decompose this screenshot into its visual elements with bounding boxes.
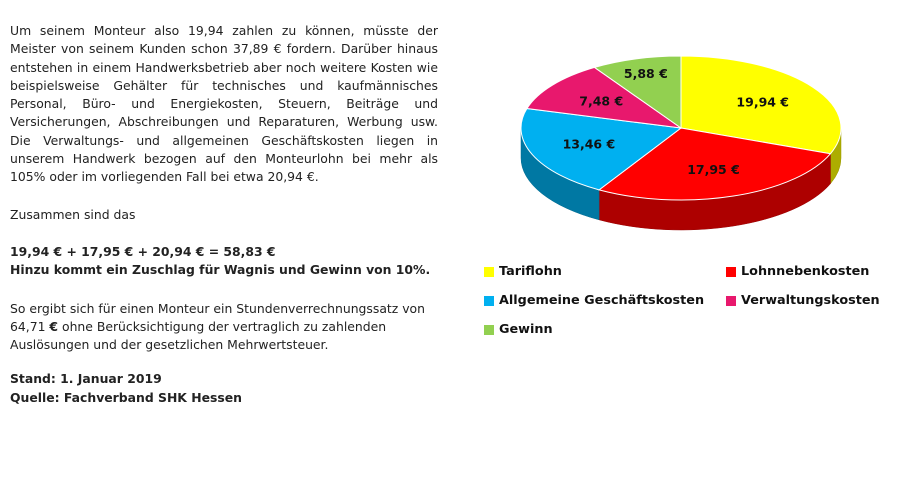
legend-item-tariflohn bbox=[484, 264, 562, 279]
pie-data-label: 7,48 € bbox=[579, 93, 624, 109]
result-text-start: So ergibt sich für einen Monteur ein Stundenverrechnungssatz von 64,71 bbox=[10, 300, 425, 334]
result-paragraph bbox=[10, 300, 438, 355]
together-line: Zusammen sind das bbox=[10, 206, 136, 222]
pie-data-label: 19,94 € bbox=[736, 94, 790, 110]
legend-swatch bbox=[484, 325, 494, 335]
article-text bbox=[10, 22, 438, 407]
pie-data-label: 13,46 € bbox=[562, 136, 616, 152]
intro-paragraph: Um seinem Monteur also 19,94 zahlen zu können, müsste der Meister von seinem Kunden schon 37,89 € fordern. Darüber hinaus entstehen in einem Handwerksbetrieb aber noch weitere Kosten wie beispielsweise Gehälter für technisches und kaufmännisches Personal, Büro- und Energiekosten, Steuern, Beiträge und Versicherungen, Abschreibungen und Reparaturen, Werbung usw. Die Verwaltungs- und allgemeinen Geschäftskosten liegen in unserem Handwerk bezogen auf den Monteurlohn bei mehr als 105% oder im vorliegenden Fall bei etwa 20,94 €. bbox=[10, 23, 438, 185]
surcharge-line: Hinzu kommt ein Zuschlag für Wagnis und Gewinn von 10%. bbox=[10, 262, 431, 278]
result-text-end: ohne Berücksichtigung der vertraglich zu zahlenden Auslösungen und der gesetzlichen Mehrwertsteuer. bbox=[10, 318, 387, 353]
pie-data-label: 17,95 € bbox=[687, 162, 740, 178]
legend-swatch bbox=[484, 296, 494, 306]
legend-item-verwaltungskosten bbox=[726, 293, 880, 308]
legend-item-allgemeine-gesch-ftskosten bbox=[484, 293, 704, 308]
legend-swatch bbox=[726, 267, 736, 277]
legend-item-lohnnebenkosten bbox=[726, 264, 869, 279]
legend-label: Tariflohn bbox=[499, 264, 562, 279]
pie-chart-svg bbox=[480, 40, 890, 260]
legend-label: Verwaltungskosten bbox=[741, 293, 880, 308]
stand-line: Stand: 1. Januar 2019 bbox=[10, 371, 162, 387]
legend-label: Gewinn bbox=[499, 322, 553, 337]
legend-item-gewinn bbox=[484, 322, 553, 337]
pie-data-label: 5,88 € bbox=[623, 66, 668, 82]
legend-swatch bbox=[484, 267, 494, 277]
euro-symbol: € bbox=[49, 318, 59, 334]
source-line: Quelle: Fachverband SHK Hessen bbox=[10, 389, 242, 405]
legend-label: Allgemeine Geschäftskosten bbox=[499, 293, 705, 308]
formula-line: 19,94 € + 17,95 € + 20,94 € = 58,83 € bbox=[10, 243, 276, 259]
legend-swatch bbox=[726, 296, 736, 306]
legend-label: Lohnnebenkosten bbox=[741, 264, 870, 279]
